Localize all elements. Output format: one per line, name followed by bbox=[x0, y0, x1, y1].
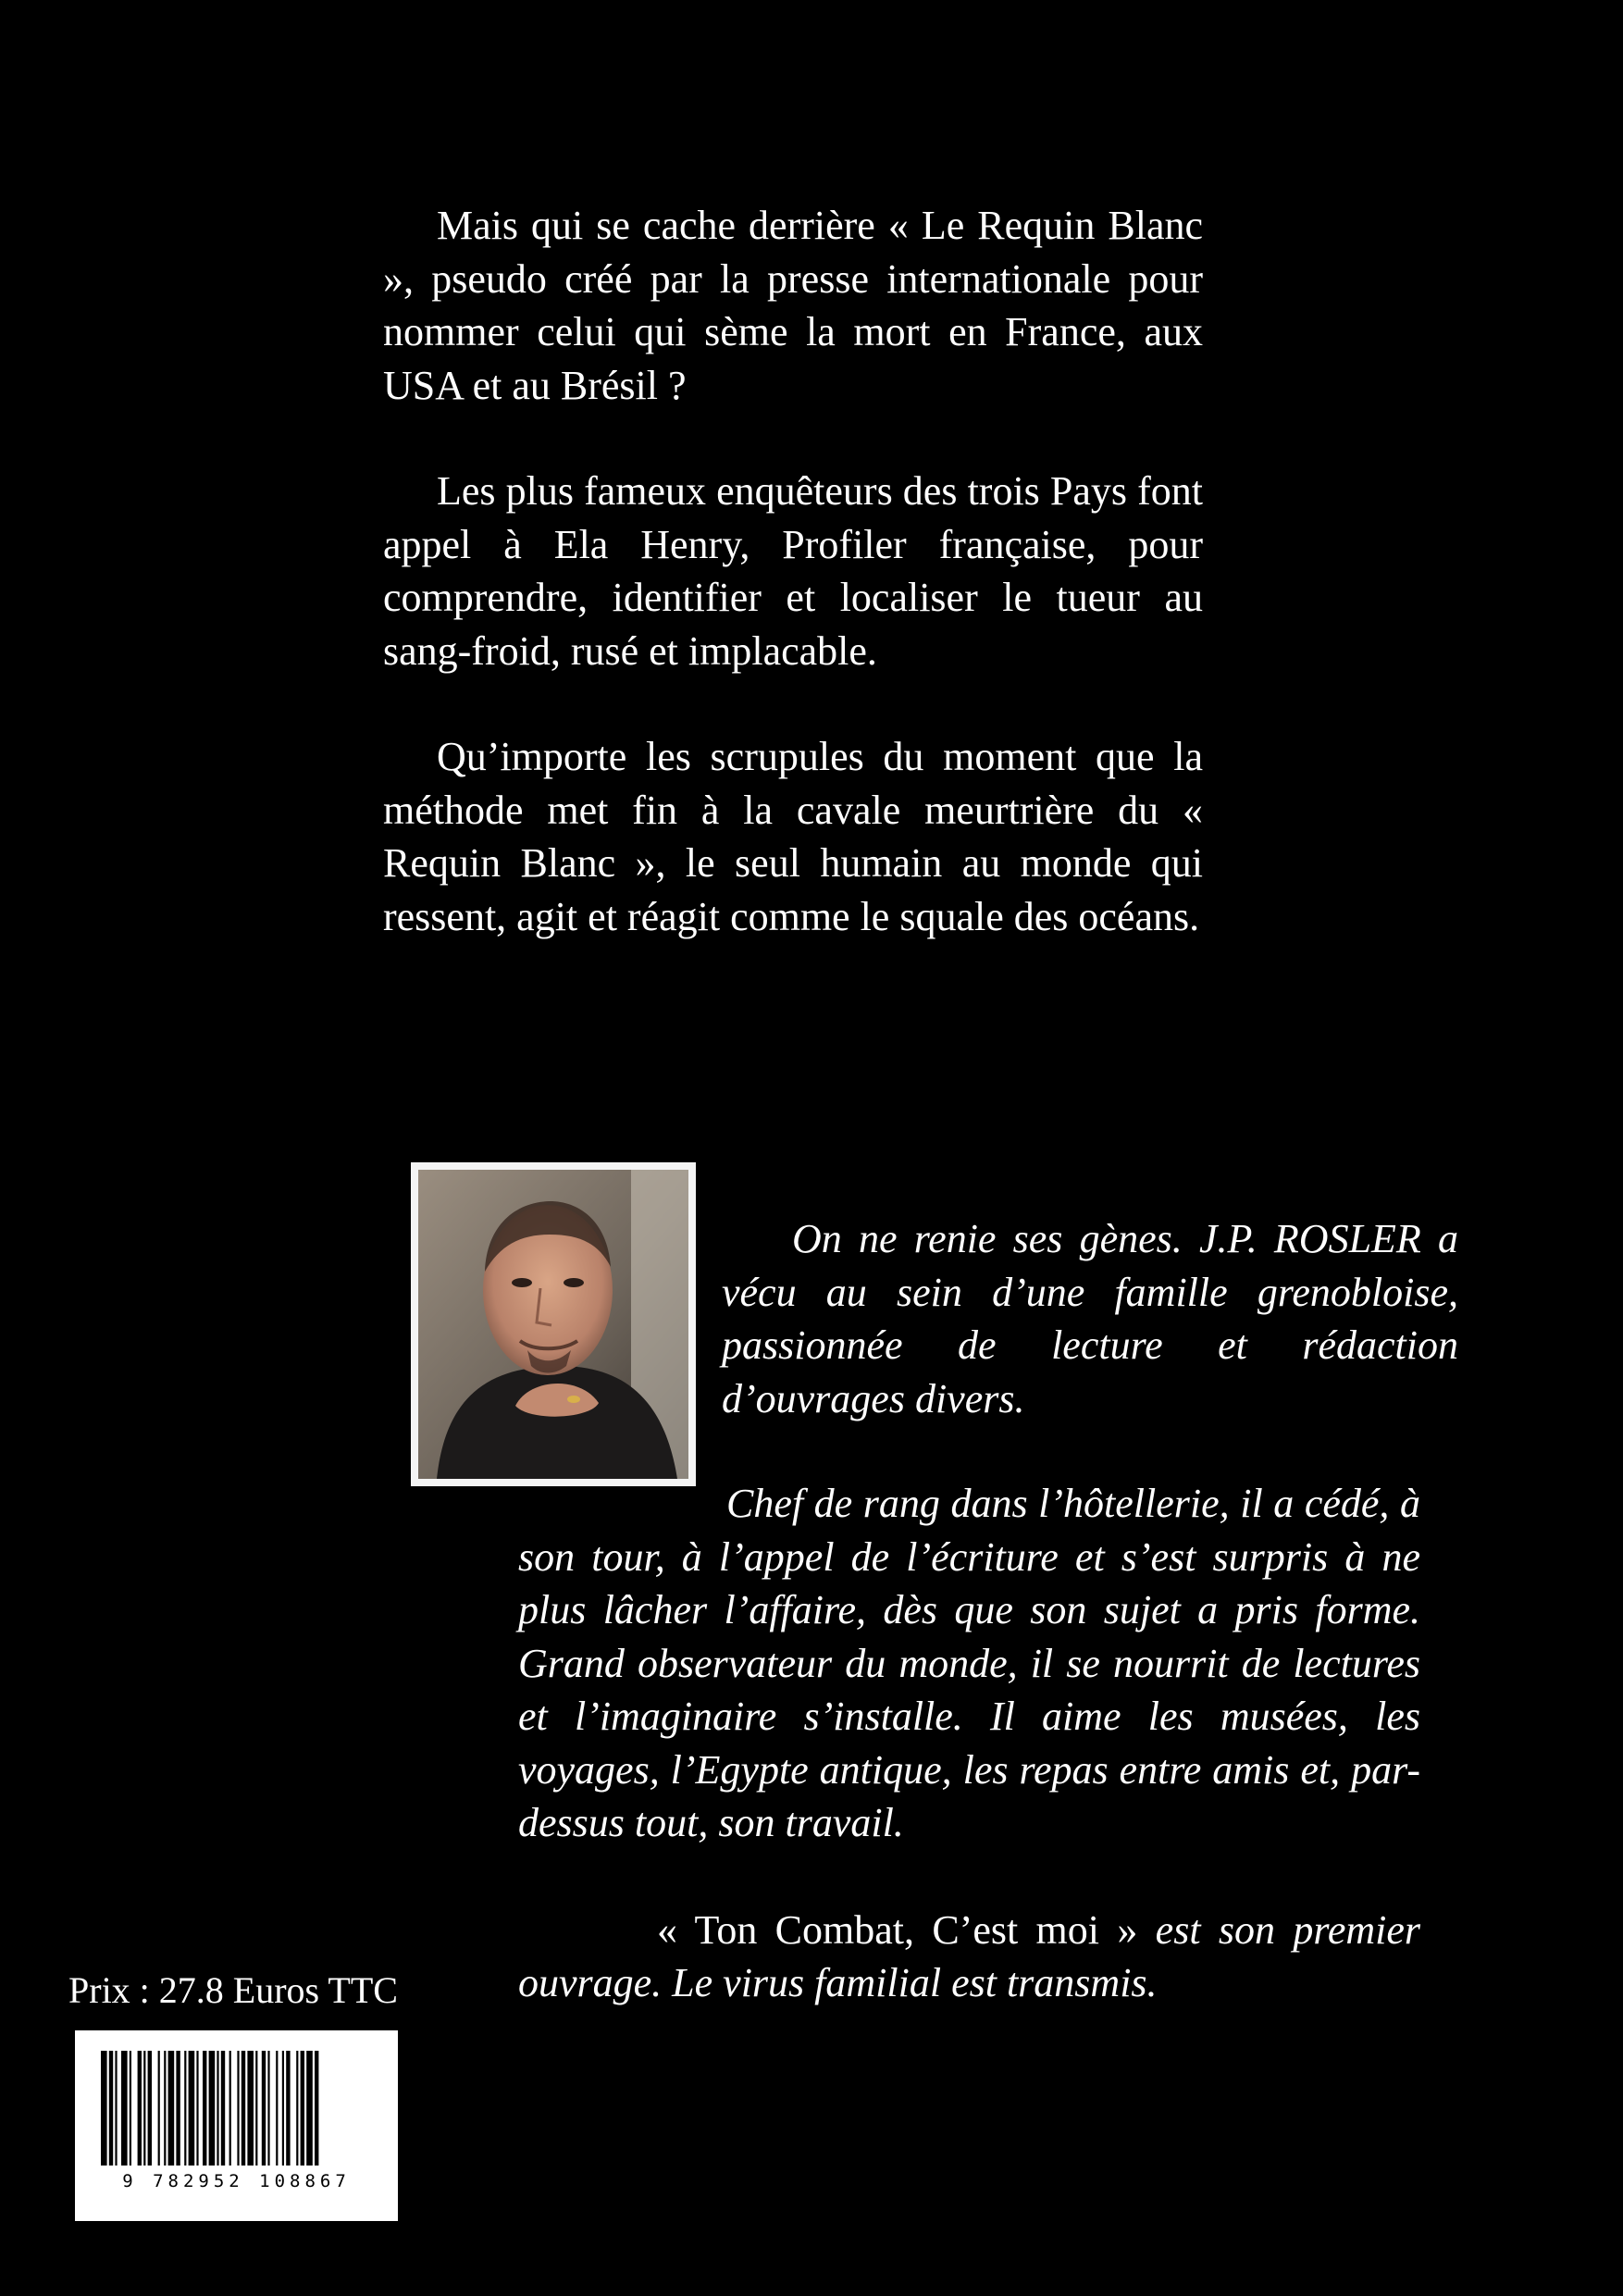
barcode-bar bbox=[242, 2051, 245, 2166]
blurb-paragraph: Qu’importe les scrupules du moment que la méthode met fin à la cavale meurtrière du « Requin Blanc », le seul humain au monde qui ressent, agit et réagit comme le squale des océans. bbox=[383, 734, 1203, 939]
barcode-bar bbox=[276, 2051, 278, 2166]
barcode-bar bbox=[306, 2051, 313, 2166]
barcode-bar bbox=[301, 2051, 304, 2166]
barcode-bar bbox=[255, 2051, 257, 2166]
barcode-bar bbox=[121, 2051, 128, 2166]
barcode-bar bbox=[101, 2051, 107, 2166]
barcode-bar bbox=[164, 2051, 166, 2166]
bio-intro-text: On ne renie ses gènes. J.P. ROSLER a vécu au sein d’une famille grenobloise, passionnée de lecture et rédaction d’ouvrages divers. bbox=[722, 1216, 1458, 1421]
bio-first-book bbox=[518, 1904, 1420, 2010]
barcode-bar bbox=[296, 2051, 298, 2166]
barcode-bar bbox=[138, 2051, 142, 2166]
isbn-barcode bbox=[75, 2030, 398, 2221]
first-book-title: « Ton Combat, C’est moi » bbox=[657, 1906, 1138, 1953]
barcode-bar bbox=[115, 2051, 117, 2166]
blurb-paragraph: Les plus fameux enquêteurs des trois Pays font appel à Ela Henry, Profiler française, pour comprendre, identifier et localiser le tueur au sang-froid, rusé et implacable. bbox=[383, 468, 1203, 674]
back-cover-blurb bbox=[383, 199, 1203, 996]
barcode-bar bbox=[148, 2051, 152, 2166]
barcode-bar bbox=[184, 2051, 186, 2166]
barcode-bar bbox=[221, 2051, 225, 2166]
barcode-bar bbox=[262, 2051, 266, 2166]
barcode-bar bbox=[267, 2051, 269, 2166]
barcode-bar bbox=[229, 2051, 231, 2166]
barcode-bar bbox=[176, 2051, 180, 2166]
barcode-bar bbox=[158, 2051, 160, 2166]
bio-career-text: Chef de rang dans l’hôtellerie, il a cédé, à son tour, à l’appel de l’écriture et s’est surpris à ne plus lâcher l’affaire, dès que son sujet a pris forme. Grand observateur du monde, il se nourrit de lectures et l’imaginaire s’installe. Il aime les musées, les voyages, l’Egypte antique, les repas entre amis et, par-dessus tout, son travail. bbox=[518, 1481, 1420, 1845]
blurb-paragraph: Mais qui se cache derrière « Le Requin Blanc », pseudo créé par la presse internationale pour nommer celui qui sème la mort en France, aux USA et au Brésil ? bbox=[383, 203, 1203, 408]
barcode-bar bbox=[315, 2051, 318, 2166]
price-label: Prix : 27.8 Euros TTC bbox=[68, 1969, 398, 2011]
barcode-bars bbox=[75, 2030, 398, 2221]
barcode-bar bbox=[143, 2051, 145, 2166]
barcode-bar bbox=[203, 2051, 206, 2166]
barcode-bar bbox=[189, 2051, 195, 2166]
first-book-note: est son premier ouvrage. Le virus familial est transmis. bbox=[518, 1906, 1420, 2005]
barcode-digits: 9 782952 108867 bbox=[122, 2171, 351, 2191]
barcode-bar bbox=[196, 2051, 198, 2166]
author-portrait-image bbox=[418, 1170, 688, 1479]
barcode-bar bbox=[209, 2051, 216, 2166]
barcode-bar bbox=[130, 2051, 131, 2166]
barcode-bar bbox=[109, 2051, 113, 2166]
author-bio-intro bbox=[722, 1212, 1458, 1425]
author-photo bbox=[411, 1162, 696, 1486]
barcode-bar bbox=[247, 2051, 254, 2166]
barcode-bar bbox=[168, 2051, 175, 2166]
author-bio-details bbox=[518, 1477, 1420, 2010]
barcode-bar bbox=[237, 2051, 239, 2166]
barcode-bar bbox=[286, 2051, 290, 2166]
barcode-bar bbox=[217, 2051, 218, 2166]
barcode-bar bbox=[282, 2051, 284, 2166]
